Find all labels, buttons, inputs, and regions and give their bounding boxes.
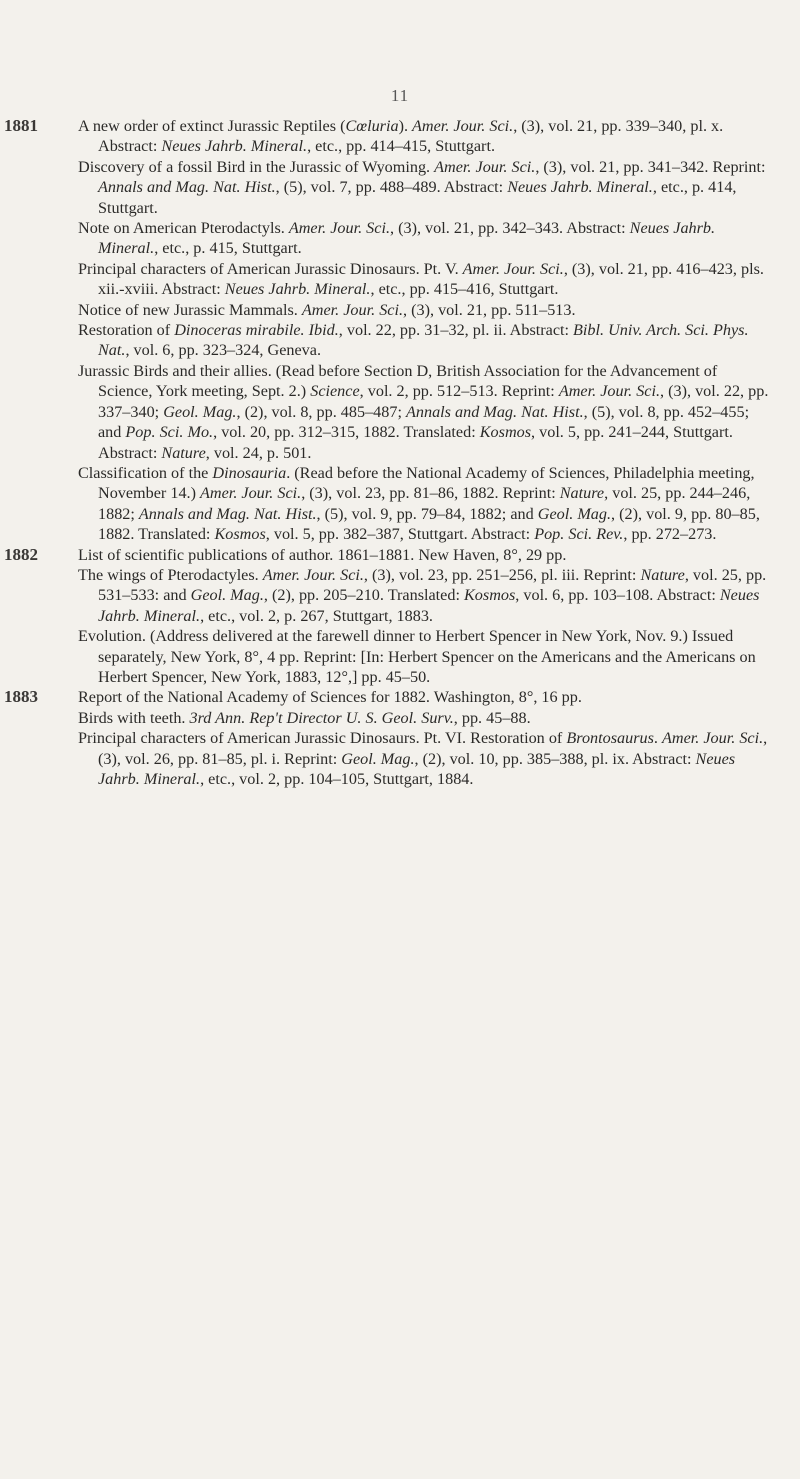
entry-text: Principal characters of American Jurassic Dinosaurs. Pt. VI. Restoration of <box>78 729 567 748</box>
bibliography-entry <box>40 259 770 300</box>
entry-text: , (3), vol. 22, pp. 337–340; <box>98 382 769 421</box>
entry-text: , (3), vol. 23, pp. 81–86, 1882. Reprint: <box>301 484 560 503</box>
bibliography-entry <box>40 320 770 361</box>
entry-text: , vol. 2, pp. 512–513. Reprint: <box>359 382 559 401</box>
entry-text: , vol. 25, pp. 531–533: and <box>98 565 767 605</box>
italic-citation-text: Neues Jahrb. Mineral. <box>507 178 653 197</box>
entry-text: , etc., pp. 415–416, Stuttgart. <box>370 280 559 299</box>
entry-text: Note on American Pterodactyls. <box>78 219 289 238</box>
italic-citation-text: Annals and Mag. Nat. Hist. <box>98 178 276 197</box>
entry-text: , (3), vol. 21, pp. 339–340, pl. x. Abstract: <box>98 117 724 156</box>
entry-text: , (5), vol. 8, pp. 452–455; and <box>98 402 750 442</box>
italic-citation-text: Amer. Jour. Sci. <box>301 300 404 319</box>
bibliography-list <box>4 116 770 789</box>
entry-text: Notice of new Jurassic Mammals. <box>78 300 302 319</box>
italic-citation-text: Geol. Mag. <box>163 402 237 421</box>
italic-citation-text: Amer. Jour. Sci. <box>434 157 536 176</box>
bibliography-entry <box>40 218 770 259</box>
italic-citation-text: Neues Jahrb. Mineral. <box>224 280 371 299</box>
italic-citation-text: Cœluria <box>345 117 399 135</box>
entry-text: , vol. 5, pp. 241–244, Stuttgart. Abstract: <box>98 423 733 462</box>
entry-text: , etc., p. 414, Stuttgart. <box>98 178 737 217</box>
italic-citation-text: Annals and Mag. Nat. Hist. <box>138 504 317 523</box>
entry-text: Jurassic Birds and their allies. (Read before Section D, British Association for the Advancement of Science, York meeting, Sept. 2.) <box>78 361 718 401</box>
entry-text: , pp. 272–273. <box>623 525 717 544</box>
entry-text: Restoration of <box>78 321 175 340</box>
bibliography-entry <box>40 728 770 789</box>
italic-citation-text: Pop. Sci. Mo. <box>125 423 214 442</box>
italic-citation-text: Kosmos <box>479 423 532 442</box>
entry-text: Principal characters of American Jurassic Dinosaurs. Pt. V. <box>78 259 463 278</box>
entry-text: , etc., vol. 2, p. 267, Stuttgart, 1883. <box>200 606 433 625</box>
entry-text: Classification of the <box>78 463 213 482</box>
entry-text: A new order of extinct Jurassic Reptiles ( <box>78 117 346 135</box>
italic-citation-text: Amer. Jour. Sci. <box>412 117 514 135</box>
bibliography-entry <box>40 565 770 626</box>
entry-text: , (2), pp. 205–210. Translated: <box>263 586 464 605</box>
italic-citation-text: Pop. Sci. Rev. <box>534 525 624 544</box>
entry-text: , etc., vol. 2, pp. 104–105, Stuttgart, 1884. <box>200 770 474 788</box>
bibliography-entry <box>40 463 770 545</box>
italic-citation-text: Geol. Mag. <box>537 504 612 523</box>
entry-text: , (5), vol. 7, pp. 488–489. Abstract: <box>275 178 508 197</box>
entry-text: , (2), vol. 8, pp. 485–487; <box>236 402 406 421</box>
bibliography-entry <box>4 116 770 157</box>
entry-text: . <box>653 729 662 748</box>
entry-text: , etc., p. 415, Stuttgart. <box>154 239 302 258</box>
entry-text: , (2), vol. 10, pp. 385–388, pl. ix. Abstract: <box>414 749 696 768</box>
italic-citation-text: Annals and Mag. Nat. Hist. <box>406 402 584 421</box>
entry-text: , vol. 22, pp. 31–32, pl. ii. Abstract: <box>338 321 574 340</box>
italic-citation-text: Neues Jahrb. Mineral. <box>98 219 716 258</box>
italic-citation-text: Kosmos <box>464 586 516 605</box>
entry-text: Report of the National Academy of Sciences for 1882. Washington, 8°, 16 pp. <box>78 688 582 707</box>
page-number: 11 <box>390 86 410 105</box>
italic-citation-text: Amer. Jour. Sci. <box>662 729 764 748</box>
italic-citation-text: Nature <box>161 443 206 462</box>
italic-citation-text: Dinoceras mirabile. Ibid. <box>174 321 339 340</box>
bibliography-entry <box>4 687 770 707</box>
entry-year: 1881 <box>4 116 38 135</box>
italic-citation-text: Neues Jahrb. Mineral. <box>98 586 760 625</box>
entry-text: , (2), vol. 9, pp. 80–85, 1882. Translated: <box>98 504 760 544</box>
bibliography-entry <box>40 300 770 320</box>
entry-text: , etc., pp. 414–415, Stuttgart. <box>307 137 495 156</box>
entry-text: , pp. 45–88. <box>453 708 531 727</box>
italic-citation-text: Geol. Mag. <box>341 749 415 768</box>
entry-text: , (3), vol. 21, pp. 342–343. Abstract: <box>390 219 630 238</box>
entry-text: , vol. 25, pp. 244–246, 1882; <box>98 484 751 523</box>
italic-citation-text: Science <box>310 382 360 401</box>
entry-text: , (3), vol. 21, pp. 416–423, pls. xii.-xviii. Abstract: <box>98 259 764 299</box>
italic-citation-text: Dinosauria <box>212 463 287 482</box>
bibliography-entry <box>40 157 770 218</box>
entry-text: . (Read before the National Academy of Sciences, Philadelphia meeting, November 14.) <box>98 463 755 503</box>
italic-citation-text: Amer. Jour. Sci. <box>558 382 661 401</box>
italic-citation-text: 3rd Ann. Rep't Director U. S. Geol. Surv. <box>189 708 454 727</box>
italic-citation-text: Bibl. Univ. Arch. Sci. Phys. Nat. <box>98 321 749 360</box>
entry-text: , (3), vol. 21, pp. 511–513. <box>403 300 576 319</box>
entry-text: , (3), vol. 21, pp. 341–342. Reprint: <box>535 157 766 176</box>
entry-text: , vol. 20, pp. 312–315, 1882. Translated: <box>213 423 480 442</box>
italic-citation-text: Neues Jahrb. Mineral. <box>161 137 308 156</box>
italic-citation-text: Nature <box>559 484 605 503</box>
italic-citation-text: Neues Jahrb. Mineral. <box>98 749 736 788</box>
entry-year: 1882 <box>4 544 38 564</box>
entry-text: , vol. 5, pp. 382–387, Stuttgart. Abstract: <box>265 525 535 544</box>
entry-text: , vol. 6, pp. 323–324, Geneva. <box>125 341 322 360</box>
italic-citation-text: Kosmos <box>214 525 266 544</box>
entry-text: Birds with teeth. <box>78 708 190 727</box>
entry-text: List of scientific publications of author. 1861–1881. New Haven, 8°, 29 pp. <box>78 545 567 564</box>
bibliography-entry <box>40 361 770 463</box>
bibliography-entry <box>4 544 770 565</box>
bibliography-entry <box>40 708 770 728</box>
italic-citation-text: Brontosaurus <box>566 729 654 748</box>
entry-text: , vol. 24, p. 501. <box>205 443 312 462</box>
italic-citation-text: Amer. Jour. Sci. <box>462 259 564 278</box>
italic-citation-text: Amer. Jour. Sci. <box>288 219 390 238</box>
entry-year: 1883 <box>4 687 38 707</box>
entry-text: , (5), vol. 9, pp. 79–84, 1882; and <box>316 504 538 523</box>
entry-text: , vol. 6, pp. 103–108. Abstract: <box>515 586 720 605</box>
italic-citation-text: Nature <box>640 565 685 584</box>
italic-citation-text: Amer. Jour. Sci. <box>262 565 364 584</box>
entry-text: Evolution. (Address delivered at the farewell dinner to Herbert Spencer in New York, Nov. 9.) Issued separately, New York, 8°, 4 pp. Reprint: [In: Herbert Spencer on the Americans and the Americans on Herbert Spencer, New York, 1883, 12°,] pp. 45–50. <box>78 627 756 686</box>
entry-text: , (3), vol. 26, pp. 81–85, pl. i. Reprint: <box>98 729 768 768</box>
entry-text: Discovery of a fossil Bird in the Jurassic of Wyoming. <box>78 157 435 176</box>
entry-text: The wings of Pterodactyles. <box>78 565 263 584</box>
italic-citation-text: Geol. Mag. <box>190 586 264 605</box>
bibliography-entry <box>40 626 770 687</box>
italic-citation-text: Amer. Jour. Sci. <box>200 484 302 503</box>
entry-text: ). <box>398 117 413 135</box>
entry-text: , (3), vol. 23, pp. 251–256, pl. iii. Reprint: <box>363 565 641 584</box>
